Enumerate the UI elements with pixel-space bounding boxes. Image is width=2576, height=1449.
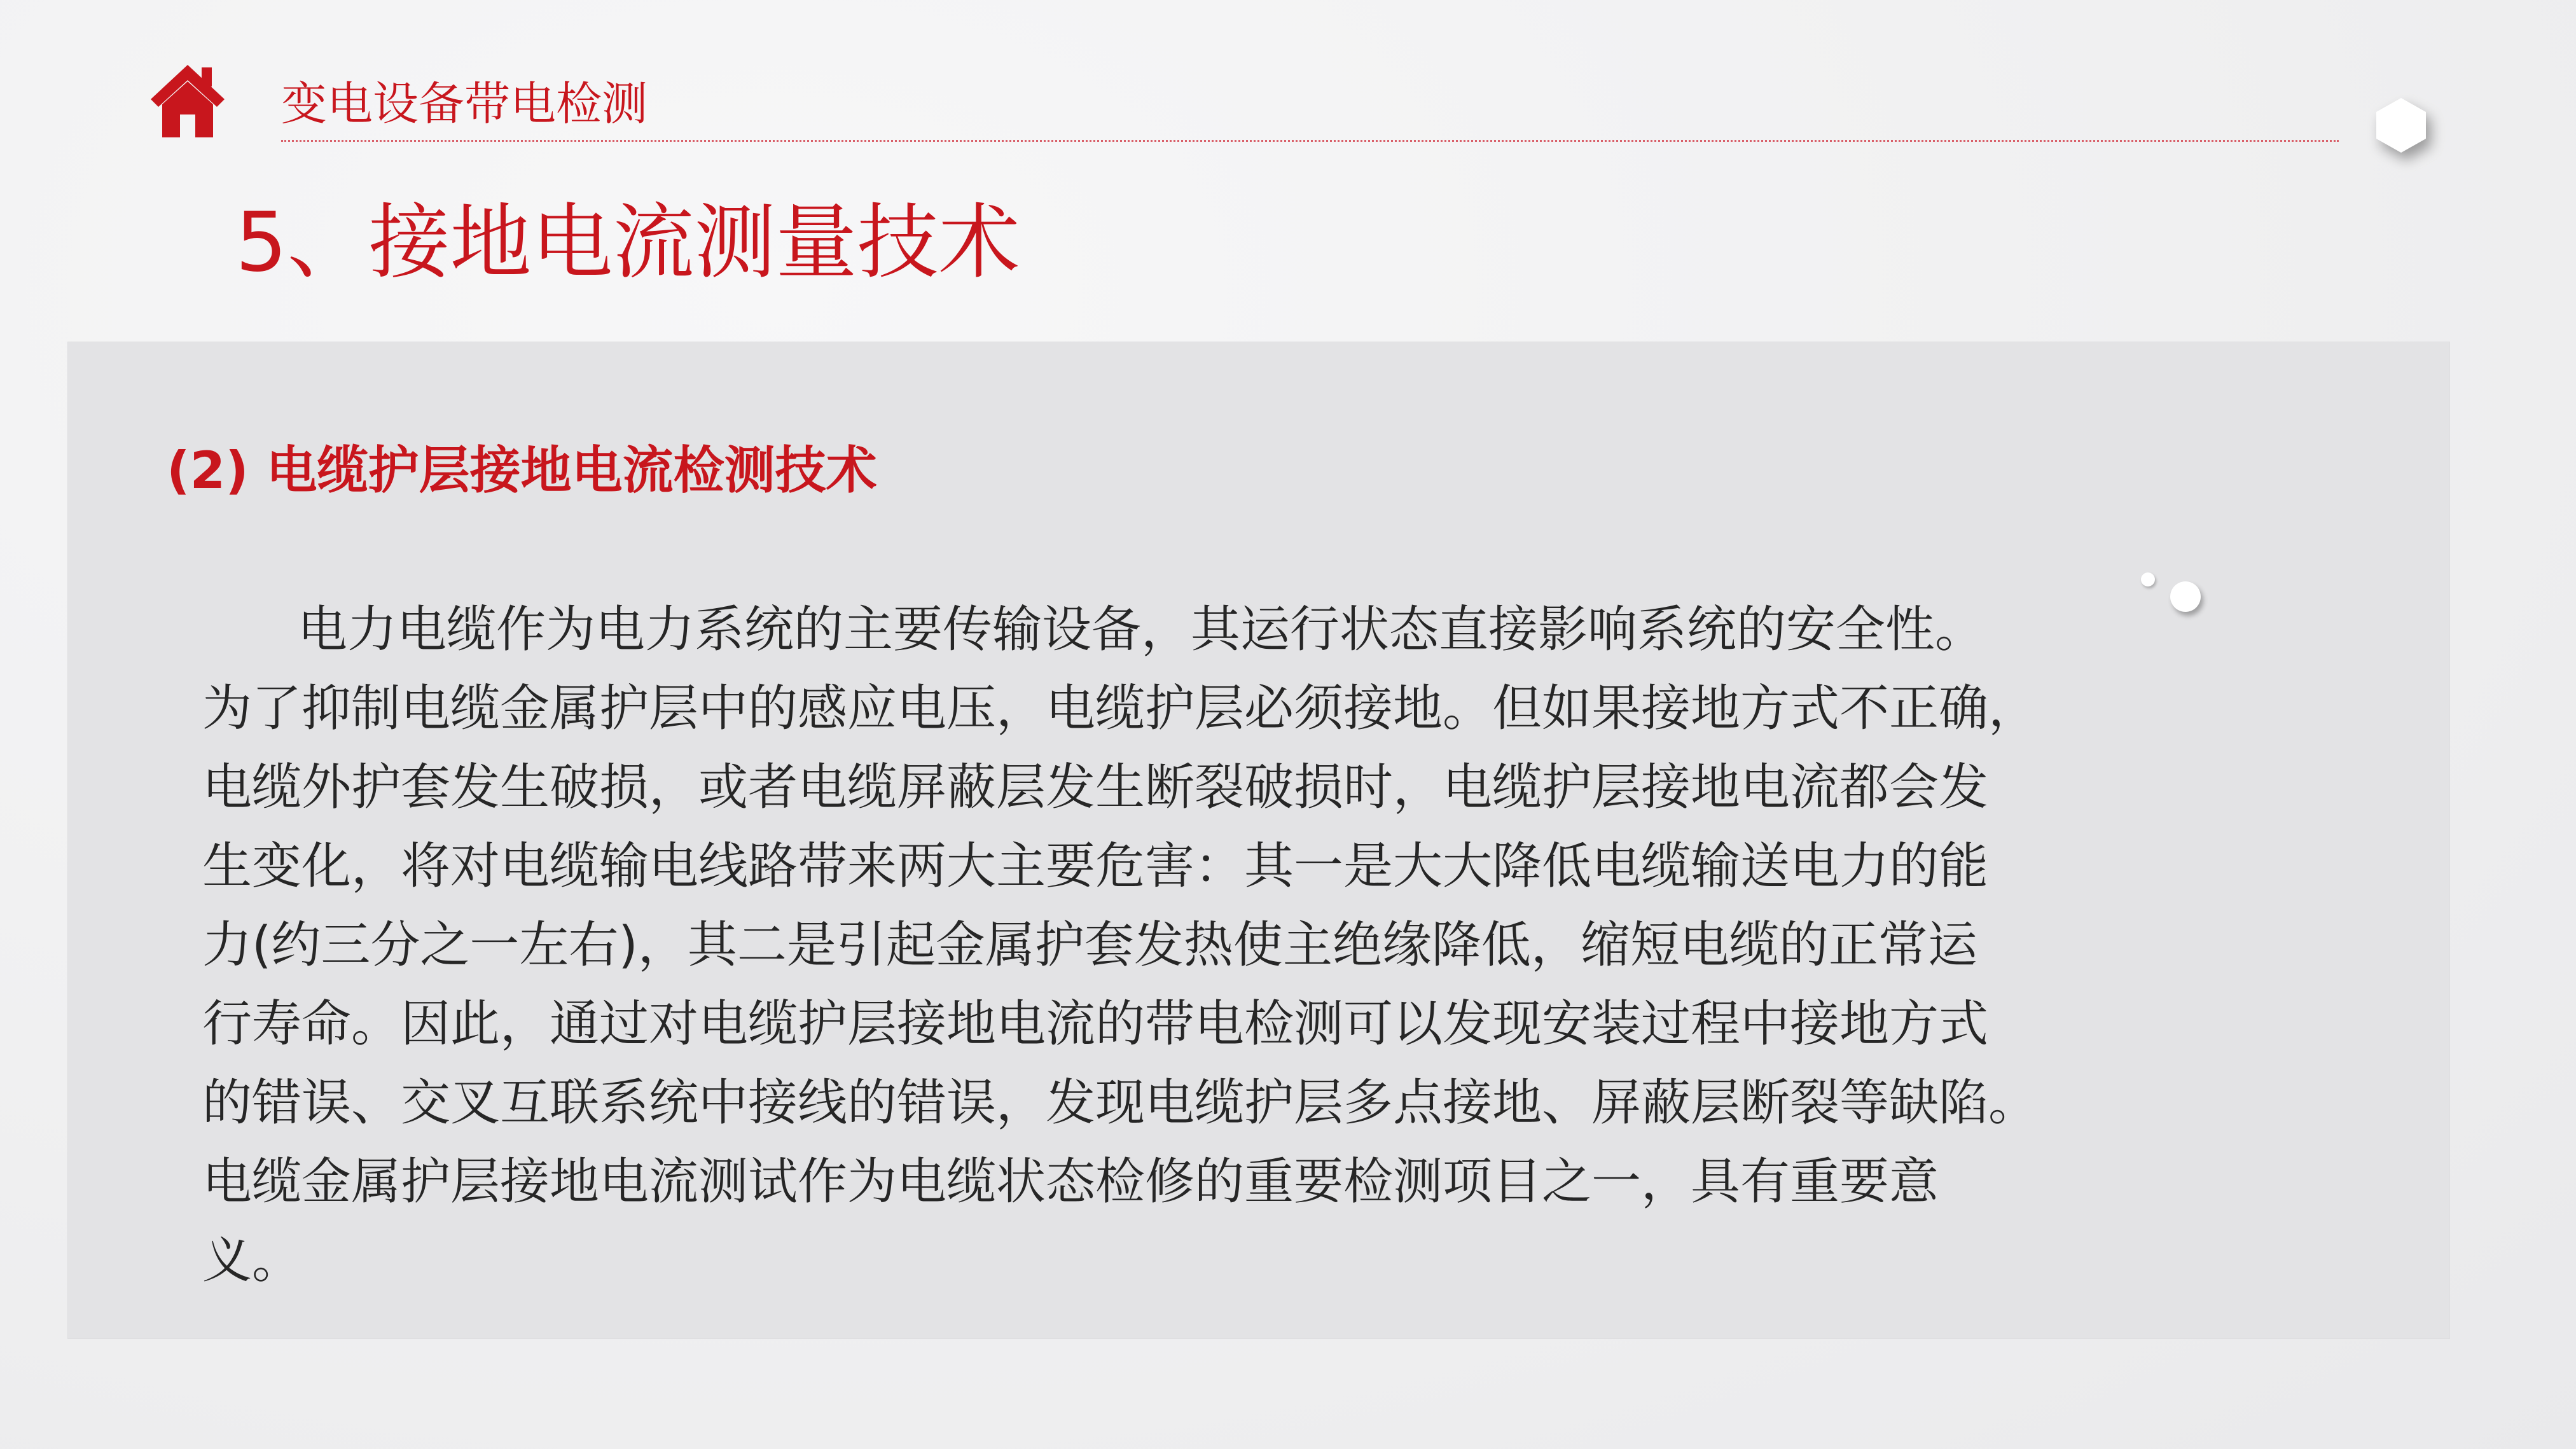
page-title: 5、接地电流测量技术	[235, 195, 1020, 290]
body-line: 力(约三分之一左右)，其二是引起金属护套发热使主绝缘降低，缩短电缆的正常运	[202, 917, 1977, 974]
home-icon	[149, 62, 226, 140]
decorative-dot-large	[2170, 581, 2201, 612]
decorative-dot-small	[2141, 572, 2155, 586]
body-line: 电缆外护套发生破损，或者电缆屏蔽层发生断裂破损时，电缆护层接地电流都会发	[202, 759, 1989, 816]
body-line: 电力电缆作为电力系统的主要传输设备，其运行状态直接影响系统的安全性。	[298, 601, 1985, 658]
hexagon-decoration-icon	[2372, 97, 2430, 154]
header-divider	[281, 140, 2339, 142]
body-line: 行寿命。因此，通过对电缆护层接地电流的带电检测可以发现安装过程中接地方式	[202, 995, 1989, 1053]
body-line: 为了抑制电缆金属护层中的感应电压，电缆护层必须接地。但如果接地方式不正确，	[202, 680, 2039, 737]
header-title: 变电设备带电检测	[281, 77, 648, 130]
body-line: 的错误、交叉互联系统中接线的错误，发现电缆护层多点接地、屏蔽层断裂等缺陷。	[202, 1074, 2039, 1132]
section-heading: (2) 电缆护层接地电流检测技术	[167, 441, 877, 500]
body-paragraph	[202, 590, 2123, 1300]
body-line: 义。	[202, 1232, 302, 1289]
body-line: 电缆金属护层接地电流测试作为电缆状态检修的重要检测项目之一，具有重要意	[202, 1153, 1939, 1210]
body-line: 生变化，将对电缆输电线路带来两大主要危害：其一是大大降低电缆输送电力的能	[202, 838, 1989, 895]
